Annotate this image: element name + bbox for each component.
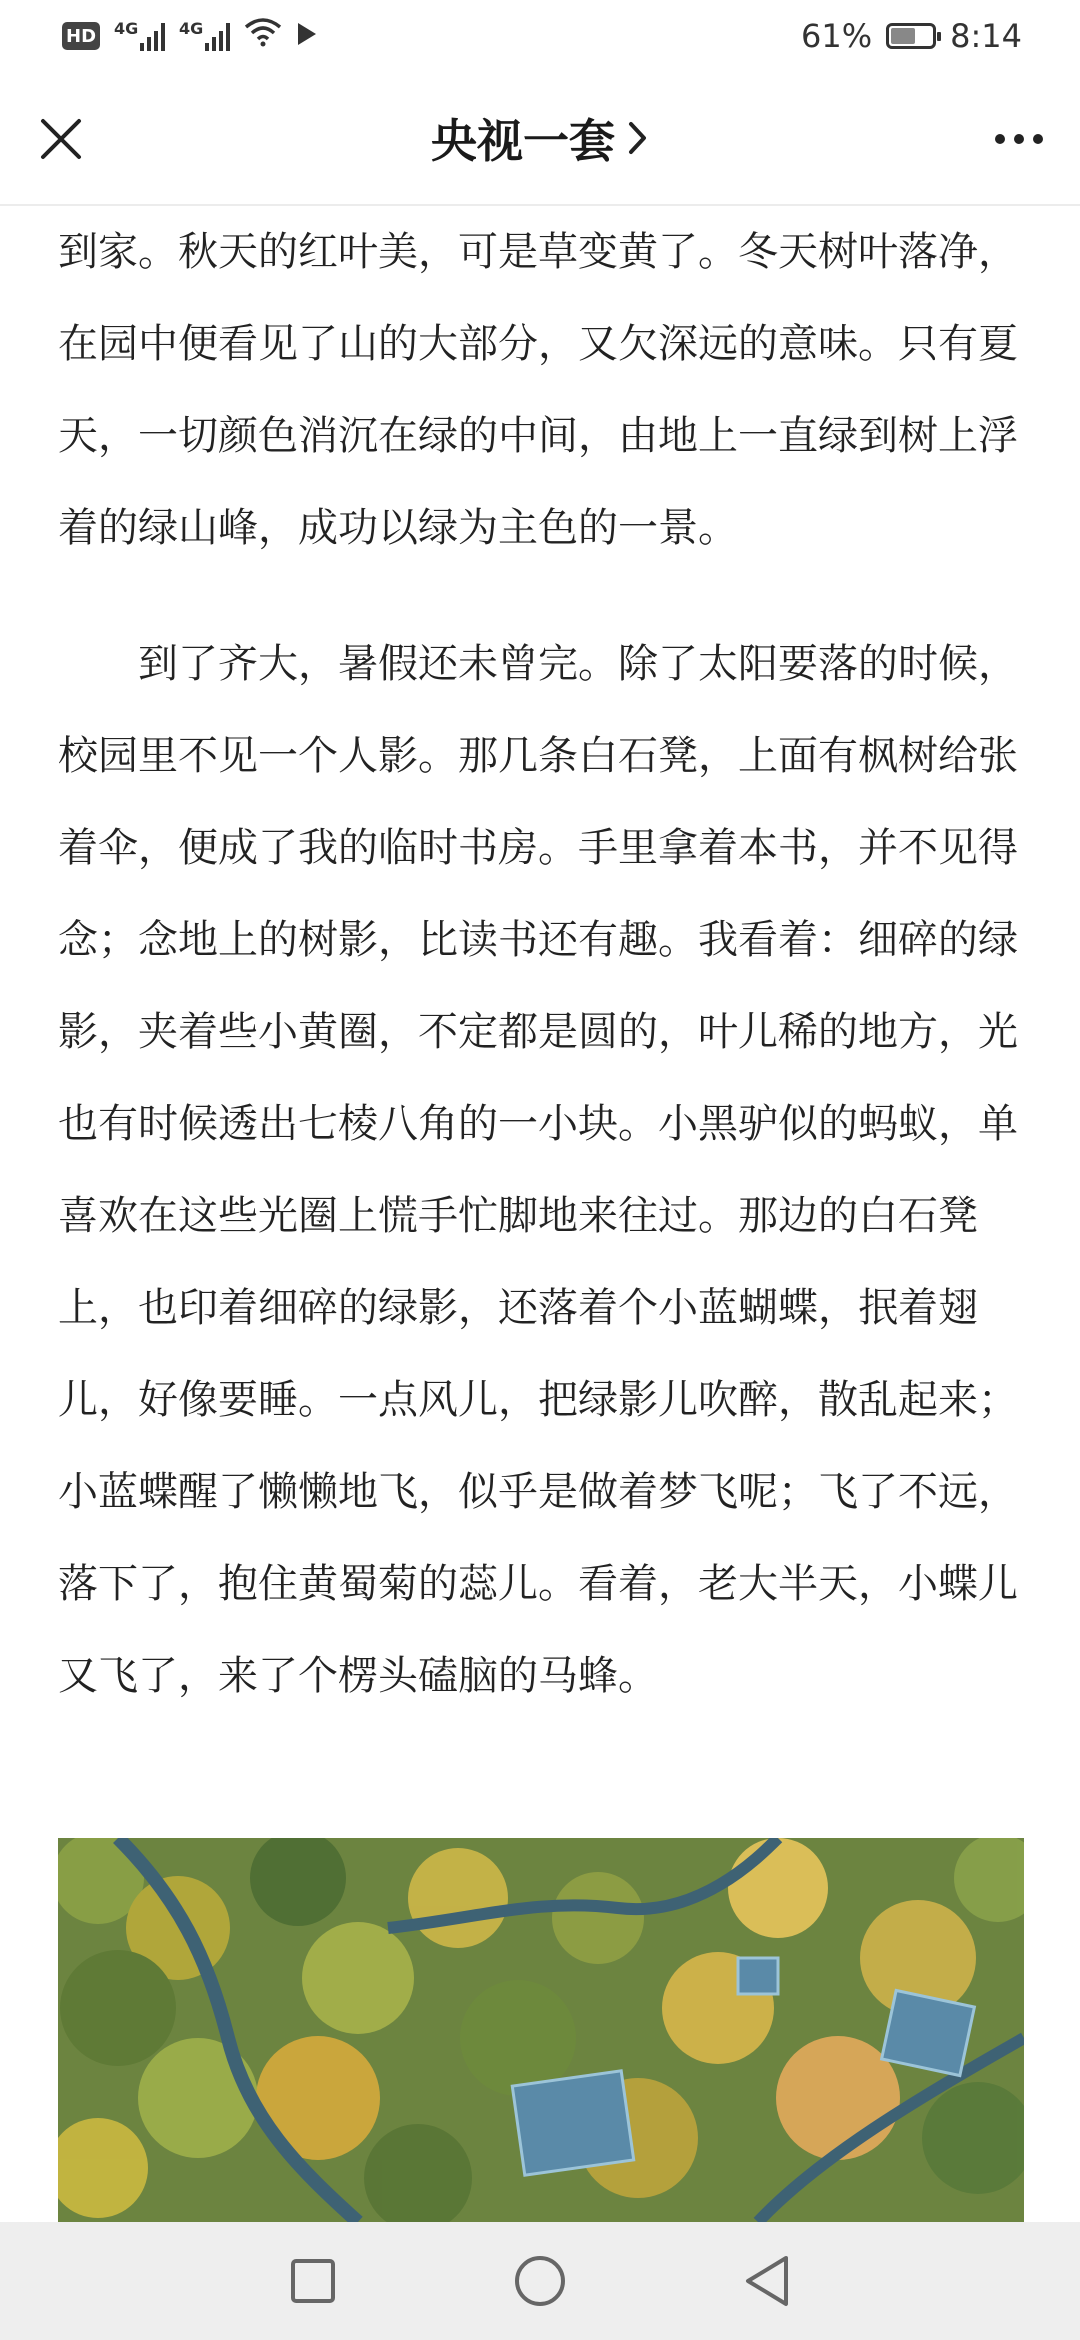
battery-fill <box>891 28 915 44</box>
square-recents-icon <box>289 2257 337 2305</box>
network-type-label: 4G <box>114 19 139 38</box>
signal-strength-icon-2 <box>179 21 230 51</box>
back-button[interactable] <box>732 2246 802 2316</box>
paragraph: 到了齐大，暑假还未曾完。除了太阳要落的时候，校园里不见一个人影。那几条白石凳，上面有枫树给张着伞，便成了我的临时书房。手里拿着本书，并不见得念；念地上的树影，比读书还有趣。我看着：细碎的绿影，夹着些小黄圈，不定都是圆的，叶儿稀的地方，光也有时候透出七棱八角的一小块。小黑驴似的蚂蚁，单喜欢在这些光圈上慌手忙脚地来往过。那边的白石凳上，也印着细碎的绿影，还落着个小蓝蝴蝶，抿着翅儿，好像要睡。一点风儿，把绿影儿吹醉，散乱起来；小蓝蝶醒了懒懒地飞，似乎是做着梦飞呢；飞了不远，落下了，抱住黄蜀菊的蕊儿。看着，老大半天，小蝶儿又飞了，来了个楞头磕脑的马蜂。 <box>58 641 1018 1699</box>
hd-badge: HD <box>62 22 100 50</box>
account-title-link[interactable] <box>431 105 649 171</box>
clock: 8:14 <box>950 17 1022 55</box>
page-title: 央视一套 <box>431 114 615 168</box>
chevron-right-icon <box>627 120 649 156</box>
more-dots-icon <box>995 134 1005 144</box>
status-right <box>801 17 1022 55</box>
circle-home-icon <box>513 2254 567 2308</box>
recents-button[interactable] <box>278 2246 348 2316</box>
triangle-back-icon <box>742 2254 792 2308</box>
status-left <box>62 17 318 55</box>
navigation-bar <box>0 2222 1080 2340</box>
wifi-icon <box>244 17 282 55</box>
more-button[interactable] <box>986 108 1052 170</box>
battery-icon <box>886 23 936 49</box>
battery-percent: 61% <box>801 17 873 55</box>
close-icon <box>40 118 82 160</box>
paragraph: 到家。秋天的红叶美，可是草变黄了。冬天树叶落净，在园中便看见了山的大部分，又欠深远的意味。只有夏天，一切颜色消沉在绿的中间，由地上一直绿到树上浮着的绿山峰，成功以绿为主色的一景。 <box>58 229 1018 551</box>
play-indicator-icon <box>296 17 318 55</box>
title-bar <box>0 72 1080 206</box>
close-button[interactable] <box>30 108 92 170</box>
signal-strength-icon-1 <box>114 21 165 51</box>
aerial-forest-photo <box>58 1838 1024 2222</box>
status-bar <box>0 0 1080 72</box>
article-body <box>58 206 1024 1722</box>
home-button[interactable] <box>505 2246 575 2316</box>
network-type-label: 4G <box>179 19 204 38</box>
article-image[interactable] <box>58 1838 1024 2222</box>
